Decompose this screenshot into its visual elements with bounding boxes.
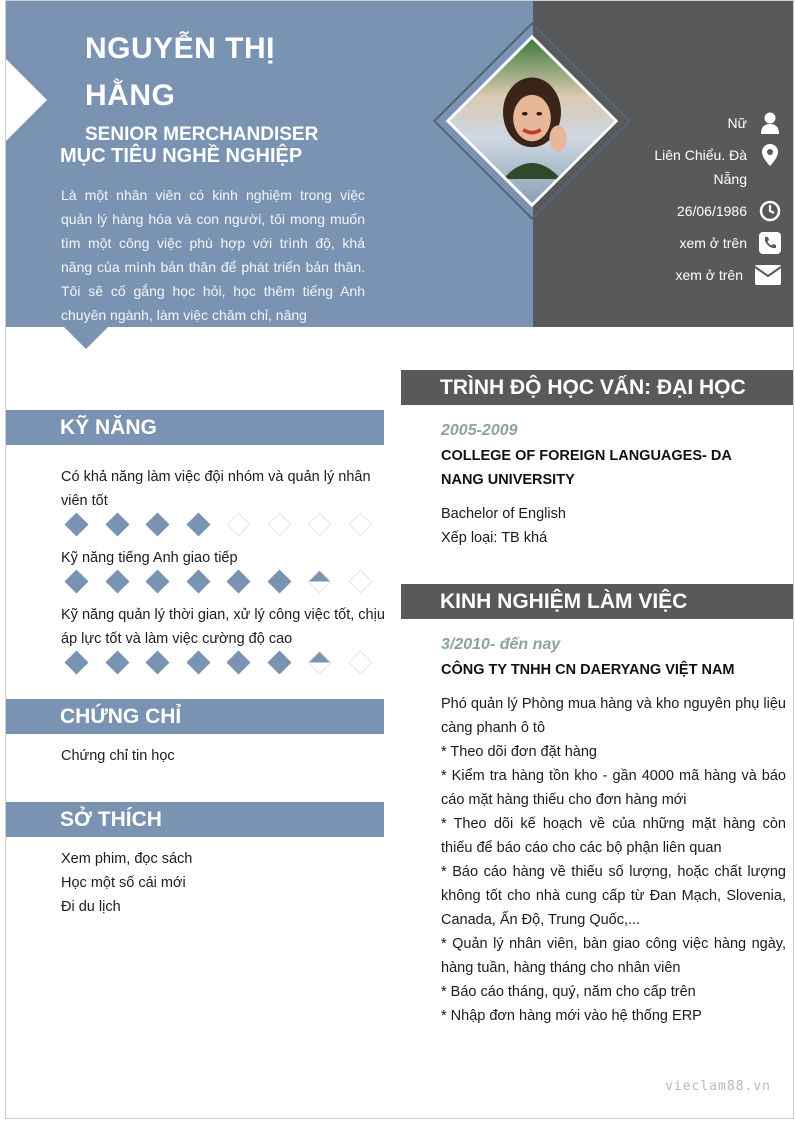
- education-section-title: TRÌNH ĐỘ HỌC VẤN: ĐẠI HỌC: [401, 370, 794, 405]
- skill-dot-filled: [267, 650, 291, 674]
- user-icon: [759, 111, 781, 135]
- skill-dot-filled: [64, 650, 88, 674]
- skill-dot-filled: [226, 569, 250, 593]
- candidate-name: NGUYỄN THỊ HẰNG: [85, 32, 276, 112]
- phone-text[interactable]: xem ở trên: [679, 235, 747, 251]
- objective-text: Là một nhân viên có kinh nghiệm trong việc quản lý hàng hóa và con người, tôi mong muốn tìm một công việc phù hợp với trình độ, khả năng của mình bản thân để phát triển bản thân. Tôi sẽ cố gắng học hỏi, học thêm tiếng Anh chuyên ngành, làm việc chăm chỉ, nâng: [61, 187, 365, 323]
- skill-dot-filled: [64, 512, 88, 536]
- birthday-text: 26/06/1986: [676, 203, 747, 219]
- certificates-section-title: CHỨNG CHỈ: [6, 699, 384, 734]
- hobbies-section-title: SỞ THÍCH: [6, 802, 384, 837]
- skill-dot-filled: [145, 569, 169, 593]
- skill-dot-filled: [105, 512, 129, 536]
- experience-line: * Theo dõi đơn đặt hàng: [441, 744, 597, 760]
- skill-dot-filled: [64, 569, 88, 593]
- skill-dot-empty: [226, 512, 250, 536]
- school-name: COLLEGE OF FOREIGN LANGUAGES- DA NANG UNIVERSITY: [441, 448, 732, 488]
- skill-dot-empty: [348, 569, 372, 593]
- portrait-illustration: [474, 63, 590, 179]
- skill-dot-empty: [348, 512, 372, 536]
- hobby-item: Đi du lịch: [61, 899, 121, 915]
- header-arrow-decoration: [6, 59, 47, 141]
- skill-dot-filled: [267, 569, 291, 593]
- contact-gender-row: [601, 111, 781, 135]
- address-text: Liên Chiểu. Đà Nẵng: [654, 147, 747, 187]
- skill-dot-half: [307, 650, 331, 674]
- phone-icon: [759, 231, 781, 255]
- skill-dot-empty: [267, 512, 291, 536]
- skill-dot-filled: [186, 512, 210, 536]
- skill-dot-filled: [186, 650, 210, 674]
- education-degree: Bachelor of English: [441, 506, 566, 522]
- job-title: SENIOR MERCHANDISER: [85, 124, 319, 145]
- watermark: vieclam88.vn: [665, 1079, 771, 1094]
- skill-dot-half: [307, 569, 331, 593]
- map-marker-icon: [759, 143, 781, 167]
- skill-dot-filled: [145, 650, 169, 674]
- experience-line: * Theo dõi kế hoạch về của những mặt hàng còn thiếu để báo cáo cho các bộ phận liên quan: [441, 816, 786, 856]
- certificate-item: Chứng chỉ tin học: [61, 748, 175, 764]
- skill-name: Có khả năng làm việc đội nhóm và quản lý nhân viên tốt: [61, 469, 371, 509]
- envelope-icon: [755, 263, 781, 287]
- skills-section-title: KỸ NĂNG: [6, 410, 384, 445]
- skill-dot-filled: [186, 569, 210, 593]
- skill-dot-filled: [145, 512, 169, 536]
- experience-period: 3/2010- đến nay: [441, 636, 561, 653]
- experience-line: * Quản lý nhân viên, bàn giao công việc hàng ngày, hàng tuần, hàng tháng cho nhân viên: [441, 936, 786, 976]
- hobby-item: Học một số cái mới: [61, 875, 186, 891]
- hobby-item: Xem phim, đọc sách: [61, 851, 193, 867]
- skill-dot-filled: [105, 650, 129, 674]
- experience-line: Phó quản lý Phòng mua hàng và kho nguyên phụ liệu càng phanh ô tô: [441, 696, 786, 736]
- contact-info: [601, 111, 781, 295]
- experience-line: * Nhập đơn hàng mới vào hệ thống ERP: [441, 1008, 702, 1024]
- skill-dot-empty: [307, 512, 331, 536]
- education-period: 2005-2009: [441, 422, 518, 439]
- email-text[interactable]: xem ở trên: [675, 267, 743, 283]
- experience-line: * Báo cáo tháng, quý, năm cho cấp trên: [441, 984, 696, 1000]
- objective-title: MỤC TIÊU NGHỀ NGHIỆP: [60, 145, 303, 167]
- education-grade: Xếp loại: TB khá: [441, 530, 548, 546]
- contact-email-row: [601, 263, 781, 287]
- company-name: CÔNG TY TNHH CN DAERYANG VIỆT NAM: [441, 662, 735, 678]
- skill-dot-filled: [226, 650, 250, 674]
- skill-dot-filled: [105, 569, 129, 593]
- contact-phone-row: [601, 231, 781, 255]
- skill-dot-empty: [348, 650, 372, 674]
- skill-name: Kỹ năng quản lý thời gian, xử lý công việc tốt, chịu áp lực tốt và làm việc cường độ cao: [61, 607, 385, 647]
- gender-text: Nữ: [727, 115, 747, 131]
- contact-address-row: [601, 143, 781, 191]
- experience-section-title: KINH NGHIỆM LÀM VIỆC: [401, 584, 794, 619]
- experience-line: * Báo cáo hàng về thiếu số lượng, hoặc chất lượng không tốt cho nhà cung cấp từ Đan Mạch, Slovenia, Canada, Ấn Độ, Trung Quốc,...: [441, 864, 786, 928]
- contact-birthday-row: [601, 199, 781, 223]
- skill-name: Kỹ năng tiếng Anh giao tiếp: [61, 550, 238, 566]
- experience-line: * Kiểm tra hàng tồn kho - gần 4000 mã hàng và báo cáo mặt hàng thiếu cho đơn hàng mới: [441, 768, 786, 808]
- cv-page: [5, 0, 794, 1119]
- clock-icon: [759, 199, 781, 223]
